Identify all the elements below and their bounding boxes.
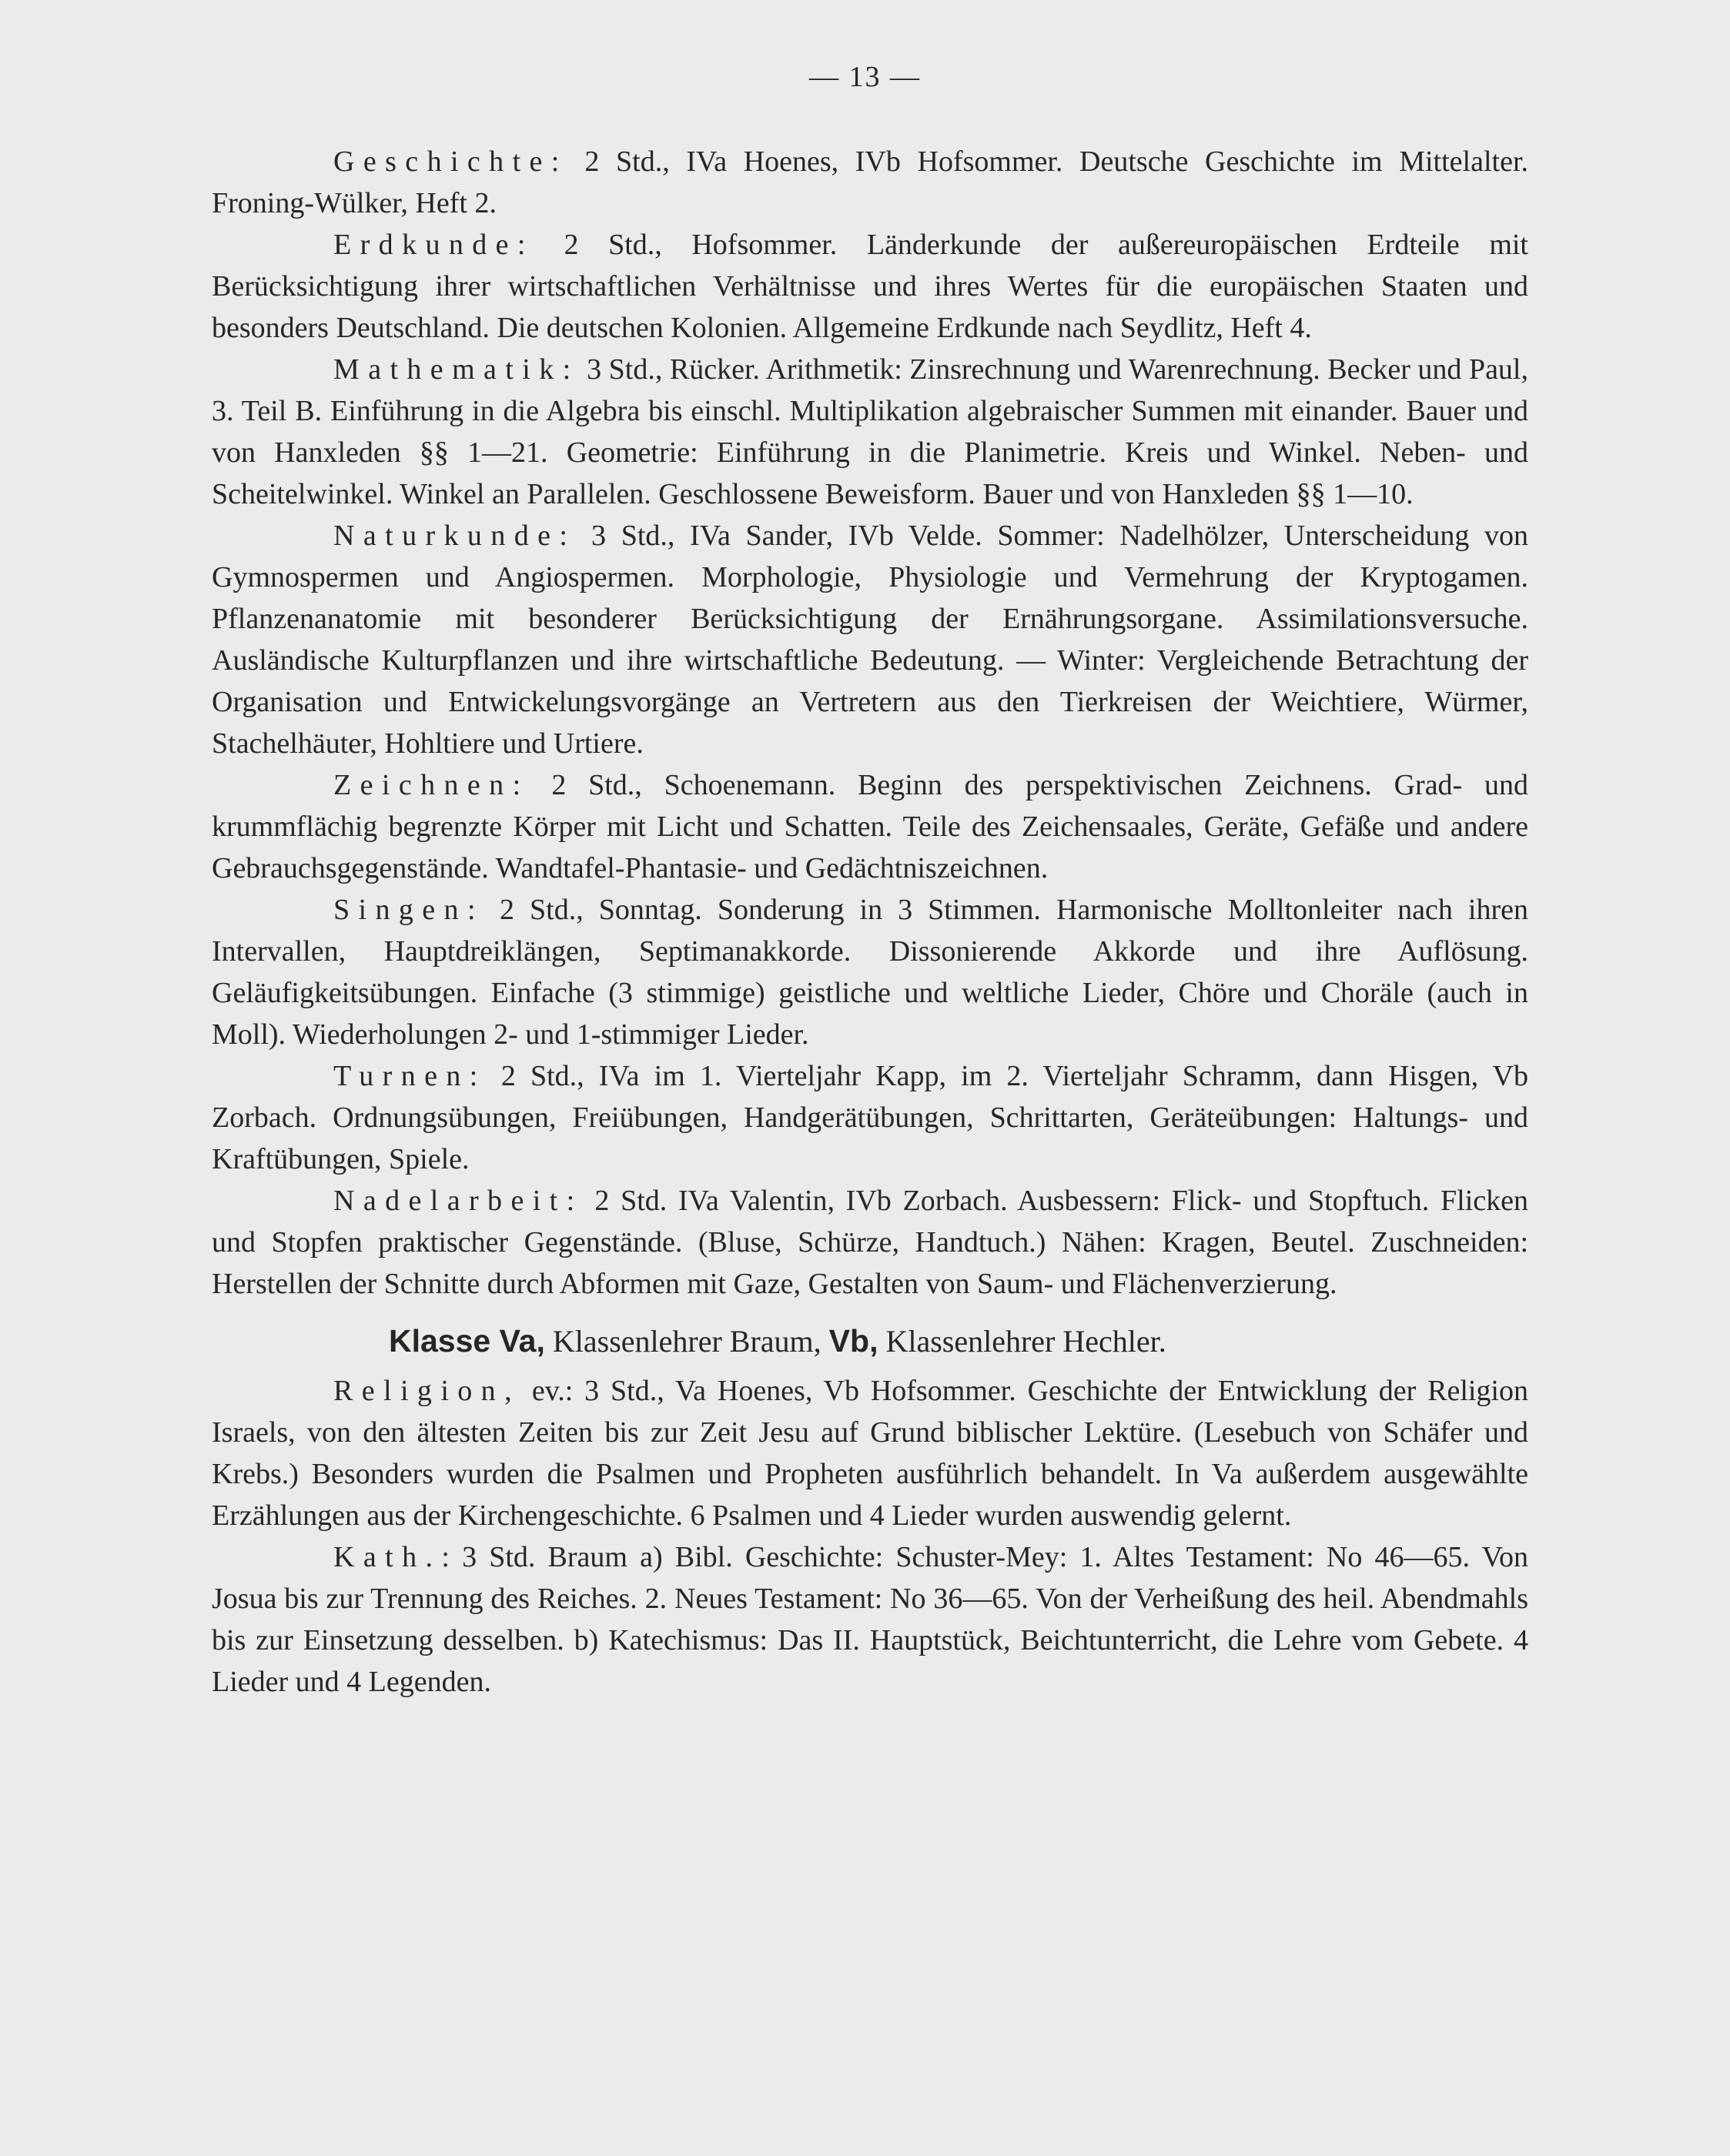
class-heading <box>212 1312 1528 1370</box>
subject-text: 2 Std., IVa Hoenes, IVb Hofsommer. Deutsche Geschichte im Mittelalter. Froning-Wülker, Heft 2. <box>212 145 1528 219</box>
class-heading-teacher-b: Klassenlehrer Hechler. <box>878 1324 1166 1359</box>
page-body <box>212 141 1528 1703</box>
subject-text: 2 Std., Sonntag. Sonderung in 3 Stimmen. Harmonische Molltonleiter nach ihren Intervallen, Hauptdreiklängen, Septimanakkorde. Dissonierende Akkorde und ihre Auflösung. Geläufigkeitsübungen. Einfache (3 stimmige) geistliche und weltliche Lieder, Chöre und Choräle (auch in Moll). Wiederholungen 2- und 1-stimmiger Lieder. <box>212 894 1528 1051</box>
subject-label: Nadelarbeit: <box>333 1185 584 1217</box>
subject-label: Zeichnen: <box>333 769 530 801</box>
subject-mathematik <box>212 349 1528 515</box>
subject-text: 3 Std., Rücker. Arithmetik: Zinsrechnung und Warenrechnung. Becker und Paul, 3. Teil B. Einführung in die Algebra bis einschl. Multiplikation algebraischer Summen mit einander. Bauer und von Hanxleden §§ 1—21. Geometrie: Einführung in die Planimetrie. Kreis und Winkel. Neben- und Scheitelwinkel. Winkel an Parallelen. Geschlossene Beweisform. Bauer und von Hanxleden §§ 1—10. <box>212 353 1528 510</box>
subject-label: Mathematik: <box>333 353 580 386</box>
subject-label: Religion, <box>333 1375 520 1407</box>
subject-label: Naturkunde: <box>333 520 577 552</box>
subject-text: 3 Std., IVa Sander, IVb Velde. Sommer: Nadelhölzer, Unterscheidung von Gymnospermen und Angiospermen. Morphologie, Physiologie und Vermehrung der Kryptogamen. Pflanzenanatomie mit besonderer Berücksichtigung der Ernährungsorgane. Assimilationsversuche. Ausländische Kulturpflanzen und ihre wirtschaftliche Bedeutung. — Winter: Vergleichende Betrachtung der Organisation und Entwickelungsvorgänge an Vertretern aus den Tierkreisen der Weichtiere, Würmer, Stachelhäuter, Hohltiere und Urtiere. <box>212 520 1528 760</box>
subject-label: Geschichte: <box>333 145 568 178</box>
class-heading-va: Klasse Va, <box>389 1323 545 1359</box>
subject-text: ev.: 3 Std., Va Hoenes, Vb Hofsommer. Geschichte der Entwicklung der Religion Israels, von den ältesten Zeiten bis zur Zeit Jesu auf Grund biblischer Lektüre. (Lesebuch von Schäfer und Krebs.) Besonders wurden die Psalmen und Propheten ausführlich behandelt. In Va außerdem ausgewählte Erzählungen aus der Kirchengeschichte. 6 Psalmen und 4 Lieder wurden auswendig gelernt. <box>212 1375 1528 1532</box>
subject-label: Erdkunde: <box>333 229 534 261</box>
subject-label: Singen: <box>333 894 484 926</box>
subject-nadelarbeit <box>212 1180 1528 1305</box>
class-heading-vb: Vb, <box>828 1323 878 1359</box>
subject-text: : 3 Std. Braum a) Bibl. Geschichte: Schuster-Mey: 1. Altes Testament: No 46—65. Von Josua bis zur Trennung des Reiches. 2. Neues Testament: No 36—65. Von der Verheißung des heil. Abendmahls bis zur Einsetzung desselben. b) Katechismus: Das II. Hauptstück, Beichtunterricht, die Lehre vom Gebete. 4 Lieder und 4 Legenden. <box>212 1541 1528 1698</box>
subject-geschichte <box>212 141 1528 224</box>
subject-text: 2 Std., IVa im 1. Vierteljahr Kapp, im 2. Vierteljahr Schramm, dann Hisgen, Vb Zorbach. Ordnungsübungen, Freiübungen, Handgerätübungen, Schrittarten, Geräteübungen: Haltungs- und Kraftübungen, Spiele. <box>212 1060 1528 1175</box>
subject-turnen <box>212 1055 1528 1180</box>
class-heading-teacher-a: Klassenlehrer Braum, <box>544 1324 829 1359</box>
subject-text: 2 Std. IVa Valentin, IVb Zorbach. Ausbessern: Flick- und Stopftuch. Flicken und Stopfen praktischer Gegenstände. (Bluse, Schürze, Handtuch.) Nähen: Kragen, Beutel. Zuschneiden: Herstellen der Schnitte durch Abformen mit Gaze, Gestalten von Saum- und Flächenverzierung. <box>212 1185 1528 1300</box>
subject-naturkunde <box>212 515 1528 764</box>
subject-erdkunde <box>212 224 1528 349</box>
subject-religion-kath <box>212 1536 1528 1703</box>
subject-text: 2 Std., Schoenemann. Beginn des perspektivischen Zeichnens. Grad- und krummflächig begrenzte Körper mit Licht und Schatten. Teile des Zeichensaales, Geräte, Gefäße und andere Gebrauchsgegenstände. Wandtafel-Phantasie- und Gedächtniszeichnen. <box>212 769 1528 884</box>
subject-label: Turnen: <box>333 1060 487 1092</box>
subject-singen <box>212 889 1528 1055</box>
subject-zeichnen <box>212 764 1528 889</box>
subject-text: 2 Std., Hofsommer. Länderkunde der außereuropäischen Erdteile mit Berücksichtigung ihrer wirtschaftlichen Verhältnisse und ihres Wertes für die europäischen Staaten und besonders Deutschland. Die deutschen Kolonien. Allgemeine Erdkunde nach Seydlitz, Heft 4. <box>212 229 1528 344</box>
subject-religion-ev <box>212 1370 1528 1536</box>
page-number: — 13 — <box>809 61 921 93</box>
subject-label: Kath. <box>333 1541 442 1573</box>
